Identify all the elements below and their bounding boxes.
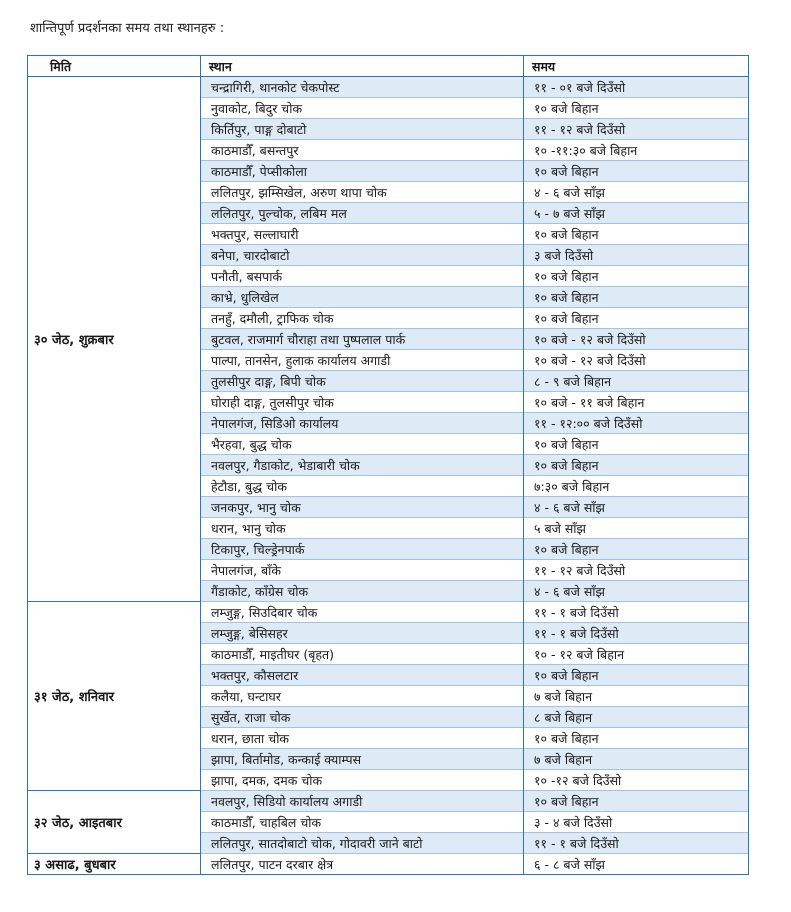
place-cell: तुलसीपुर दाङ्ग, बिपी चोक bbox=[201, 371, 524, 392]
time-cell: ७ बजे बिहान bbox=[524, 686, 749, 707]
time-cell: ११ - १ बजे दिउँसो bbox=[524, 833, 749, 854]
table-row bbox=[28, 791, 749, 812]
time-cell: १० बजे बिहान bbox=[524, 455, 749, 476]
place-cell: नेपालगंज, सिडिओ कार्यालय bbox=[201, 413, 524, 434]
place-cell: टिकापुर, चिल्ड्रेनपार्क bbox=[201, 539, 524, 560]
time-cell: १० बजे बिहान bbox=[524, 308, 749, 329]
time-cell: १० बजे बिहान bbox=[524, 665, 749, 686]
place-cell: भक्तपुर, कौसलटार bbox=[201, 665, 524, 686]
time-cell: ४ - ६ बजे साँझ bbox=[524, 581, 749, 602]
place-cell: भैरहवा, बुद्ध चोक bbox=[201, 434, 524, 455]
table-row bbox=[28, 77, 749, 98]
place-cell: कलैया, घन्टाघर bbox=[201, 686, 524, 707]
time-cell: ६ - ८ बजे साँझ bbox=[524, 854, 749, 875]
place-cell: काठमाडौँ, माइतीघर (बृहत) bbox=[201, 644, 524, 665]
place-cell: तनहुँ, दमौली, ट्राफिक चोक bbox=[201, 308, 524, 329]
time-cell: ११ - १२ बजे दिउँसो bbox=[524, 119, 749, 140]
place-cell: काठमाडौँ, पेप्सीकोला bbox=[201, 161, 524, 182]
place-cell: बनेपा, चारदोबाटो bbox=[201, 245, 524, 266]
time-cell: ११ - ०१ बजे दिउँसो bbox=[524, 77, 749, 98]
place-cell: काठमाडौँ, बसन्तपुर bbox=[201, 140, 524, 161]
time-cell: ५ - ७ बजे साँझ bbox=[524, 203, 749, 224]
place-cell: घोराही दाङ्ग, तुलसीपुर चोक bbox=[201, 392, 524, 413]
place-cell: धरान, भानु चोक bbox=[201, 518, 524, 539]
place-cell: ललितपुर, झम्सिखेल, अरुण थापा चोक bbox=[201, 182, 524, 203]
place-cell: ललितपुर, पुल्चोक, लबिम मल bbox=[201, 203, 524, 224]
time-cell: ११ - १ बजे दिउँसो bbox=[524, 602, 749, 623]
time-cell: १० बजे बिहान bbox=[524, 266, 749, 287]
place-cell: बुटवल, राजमार्ग चौराहा तथा पुष्पलाल पार्क bbox=[201, 329, 524, 350]
time-cell: ७ बजे बिहान bbox=[524, 749, 749, 770]
time-cell: ७:३० बजे बिहान bbox=[524, 476, 749, 497]
time-cell: १० बजे - ११ बजे बिहान bbox=[524, 392, 749, 413]
date-cell: ३२ जेठ, आइतबार bbox=[28, 791, 201, 854]
place-cell: पाल्पा, तानसेन, हुलाक कार्यालय अगाडी bbox=[201, 350, 524, 371]
header-time: समय bbox=[524, 56, 749, 77]
time-cell: १० -१२ बजे दिउँसो bbox=[524, 770, 749, 791]
place-cell: नवलपुर, सिडियो कार्यालय अगाडी bbox=[201, 791, 524, 812]
time-cell: १० बजे बिहान bbox=[524, 224, 749, 245]
place-cell: नवलपुर, गैडाकोट, भेडाबारी चोक bbox=[201, 455, 524, 476]
schedule-body bbox=[28, 77, 749, 875]
time-cell: ८ बजे बिहान bbox=[524, 707, 749, 728]
place-cell: हेटौडा, बुद्ध चोक bbox=[201, 476, 524, 497]
place-cell: लम्जुङ्ग, बेसिसहर bbox=[201, 623, 524, 644]
time-cell: १० बजे बिहान bbox=[524, 539, 749, 560]
place-cell: सुर्खेत, राजा चोक bbox=[201, 707, 524, 728]
place-cell: किर्तिपुर, पाङ्ग दोबाटो bbox=[201, 119, 524, 140]
place-cell: गैंडाकोट, काँग्रेस चोक bbox=[201, 581, 524, 602]
time-cell: ४ - ६ बजे साँझ bbox=[524, 182, 749, 203]
time-cell: ११ - १ बजे दिउँसो bbox=[524, 623, 749, 644]
time-cell: १० - १२ बजे बिहान bbox=[524, 644, 749, 665]
header-place: स्थान bbox=[201, 56, 524, 77]
table-row bbox=[28, 602, 749, 623]
place-cell: लम्जुङ्ग, सिउदिबार चोक bbox=[201, 602, 524, 623]
time-cell: ८ - ९ बजे बिहान bbox=[524, 371, 749, 392]
place-cell: झापा, दमक, दमक चोक bbox=[201, 770, 524, 791]
place-cell: काभ्रे, धुलिखेल bbox=[201, 287, 524, 308]
place-cell: नेपालगंज, बाँके bbox=[201, 560, 524, 581]
time-cell: ३ - ४ बजे दिउँसो bbox=[524, 812, 749, 833]
place-cell: काठमाडौँ, चाहबिल चोक bbox=[201, 812, 524, 833]
time-cell: ५ बजे साँझ bbox=[524, 518, 749, 539]
place-cell: नुवाकोट, बिदुर चोक bbox=[201, 98, 524, 119]
place-cell: ललितपुर, पाटन दरबार क्षेत्र bbox=[201, 854, 524, 875]
header-date: मिति bbox=[28, 56, 201, 77]
date-cell: ३ असाढ, बुधबार bbox=[28, 854, 201, 875]
place-cell: ललितपुर, सातदोबाटो चोक, गोदावरी जाने बाटो bbox=[201, 833, 524, 854]
page-title: शान्तिपूर्ण प्रदर्शनका समय तथा स्थानहरु : bbox=[30, 21, 225, 36]
time-cell: ३ बजे दिउँसो bbox=[524, 245, 749, 266]
time-cell: १० बजे - १२ बजे दिउँसो bbox=[524, 350, 749, 371]
table-row bbox=[28, 854, 749, 875]
time-cell: १० बजे - १२ बजे दिउँसो bbox=[524, 329, 749, 350]
place-cell: चन्द्रागिरी, थानकोट चेकपोस्ट bbox=[201, 77, 524, 98]
time-cell: ११ - १२:०० बजे दिउँसो bbox=[524, 413, 749, 434]
place-cell: पनौती, बसपार्क bbox=[201, 266, 524, 287]
date-cell: ३० जेठ, शुक्रबार bbox=[28, 77, 201, 602]
time-cell: १० बजे बिहान bbox=[524, 98, 749, 119]
time-cell: १० बजे बिहान bbox=[524, 161, 749, 182]
time-cell: १० बजे बिहान bbox=[524, 728, 749, 749]
time-cell: १० बजे बिहान bbox=[524, 287, 749, 308]
place-cell: भक्तपुर, सल्लाघारी bbox=[201, 224, 524, 245]
time-cell: ११ - १२ बजे दिउँसो bbox=[524, 560, 749, 581]
time-cell: ४ - ६ बजे साँझ bbox=[524, 497, 749, 518]
time-cell: १० बजे बिहान bbox=[524, 791, 749, 812]
time-cell: १० -११:३० बजे बिहान bbox=[524, 140, 749, 161]
place-cell: धरान, छाता चोक bbox=[201, 728, 524, 749]
schedule-table bbox=[27, 55, 749, 875]
time-cell: १० बजे बिहान bbox=[524, 434, 749, 455]
date-cell: ३१ जेठ, शनिवार bbox=[28, 602, 201, 791]
place-cell: जनकपुर, भानु चोक bbox=[201, 497, 524, 518]
place-cell: झापा, बिर्तामोड, कन्काई क्याम्पस bbox=[201, 749, 524, 770]
table-header-row bbox=[28, 56, 749, 77]
